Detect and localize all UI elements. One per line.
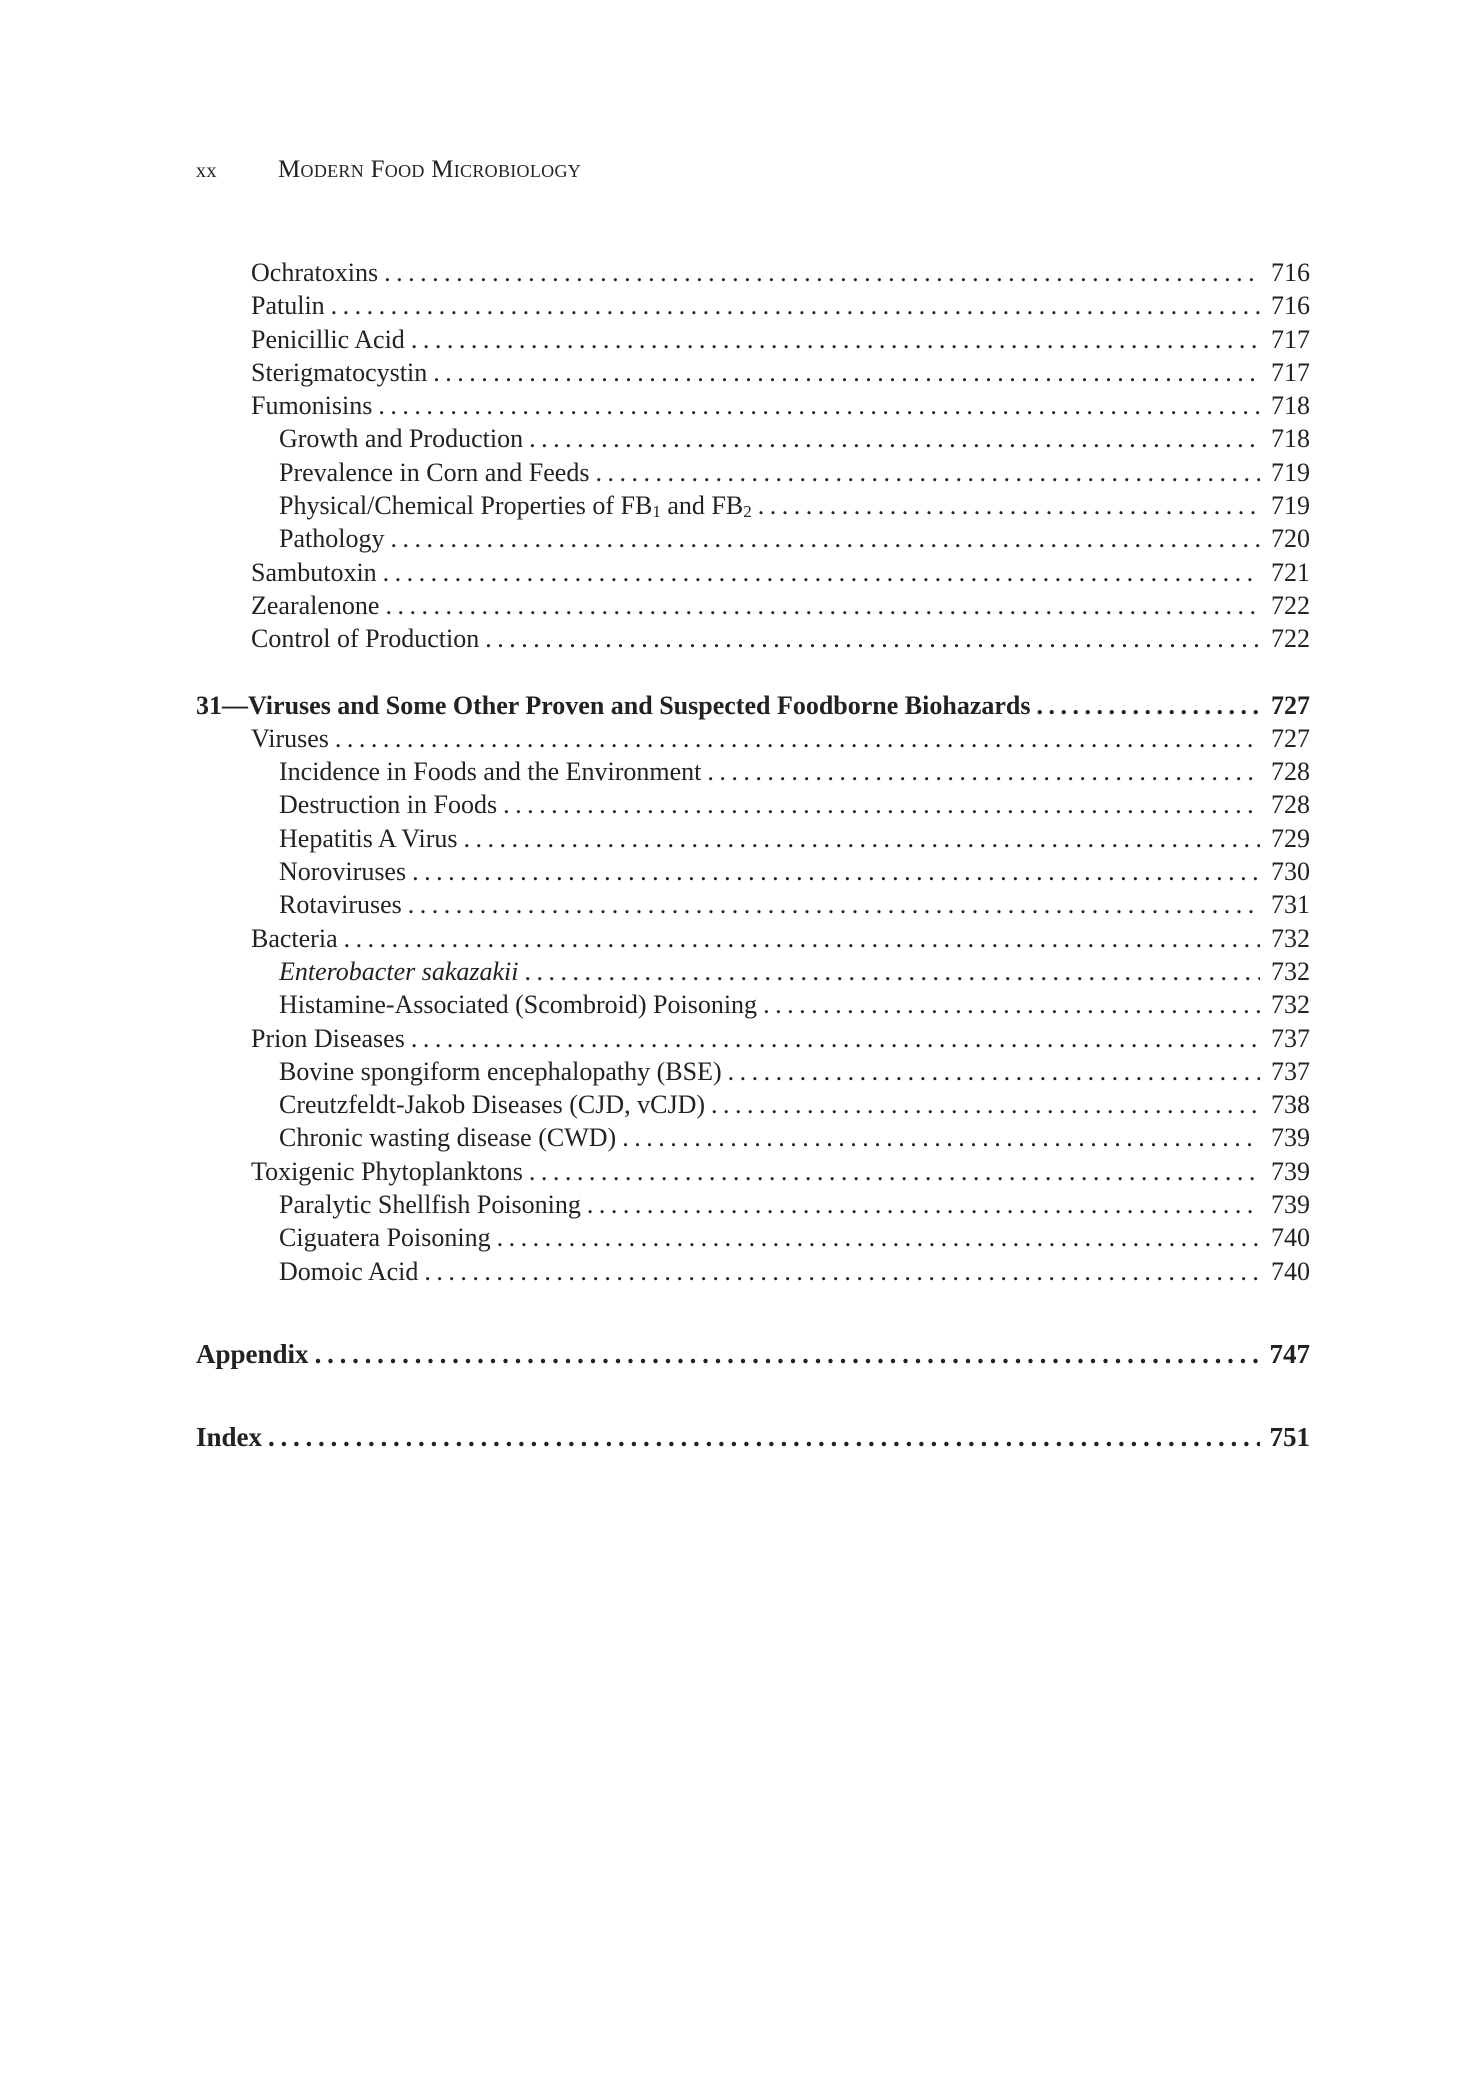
toc-entry-title: Bovine spongiform encephalopathy (BSE) bbox=[279, 1056, 722, 1086]
toc-entry-page: 737 bbox=[1271, 1023, 1310, 1053]
toc-entry-hepatitis-a-virus[interactable] bbox=[196, 822, 1310, 855]
toc-entry-control-of-production[interactable] bbox=[196, 622, 1310, 655]
toc-entry-title: Growth and Production bbox=[279, 424, 524, 454]
toc-entry-title: Noroviruses bbox=[279, 857, 407, 887]
toc-entry-noroviruses[interactable] bbox=[196, 855, 1310, 888]
toc-entry-prevalence-in-corn-and-feeds[interactable] bbox=[196, 456, 1310, 489]
toc-entry-title: Chronic wasting disease (CWD) bbox=[279, 1123, 617, 1153]
toc-chapter-31[interactable] bbox=[196, 689, 1310, 722]
toc-appendix-title: Appendix bbox=[196, 1338, 309, 1369]
toc-entry-title: Pathology bbox=[279, 524, 385, 554]
dot-leader bbox=[412, 855, 1260, 888]
toc-entry-title: Viruses bbox=[251, 723, 329, 753]
toc-entry-bse[interactable] bbox=[196, 1055, 1310, 1088]
toc-entry-page: 728 bbox=[1271, 757, 1310, 787]
dot-leader bbox=[331, 289, 1260, 322]
toc-entry-title: Toxigenic Phytoplanktons bbox=[251, 1156, 523, 1186]
toc-entry-title: Histamine-Associated (Scombroid) Poisoning bbox=[279, 990, 758, 1020]
toc-entry-page: 737 bbox=[1271, 1056, 1310, 1086]
dot-leader bbox=[1036, 689, 1260, 722]
toc-entry-page: 732 bbox=[1271, 990, 1310, 1020]
toc-chapter-page: 727 bbox=[1271, 690, 1310, 720]
toc-appendix-page: 747 bbox=[1269, 1338, 1310, 1369]
toc-entry-title: Zearalenone bbox=[251, 590, 380, 620]
toc-entry-page: 732 bbox=[1271, 956, 1310, 986]
toc-entry-patulin[interactable] bbox=[196, 289, 1310, 322]
toc-entry-title: Prion Diseases bbox=[251, 1023, 405, 1053]
toc-entry-viruses[interactable] bbox=[196, 722, 1310, 755]
toc-entry-toxigenic-phytoplanktons[interactable] bbox=[196, 1155, 1310, 1188]
subscript: 1 bbox=[652, 502, 661, 522]
toc-entry-page: 740 bbox=[1271, 1223, 1310, 1253]
dot-leader bbox=[503, 788, 1260, 821]
toc-entry-pathology[interactable] bbox=[196, 522, 1310, 555]
dot-leader bbox=[763, 988, 1260, 1021]
toc-index[interactable] bbox=[196, 1421, 1310, 1454]
dot-leader bbox=[344, 922, 1260, 955]
toc-entry-page: 738 bbox=[1271, 1090, 1310, 1120]
dot-leader bbox=[411, 323, 1260, 356]
toc-entry-rotaviruses[interactable] bbox=[196, 888, 1310, 921]
toc-entry-title: Enterobacter sakazakii bbox=[279, 956, 519, 986]
toc-entry-fumonisins[interactable] bbox=[196, 389, 1310, 422]
toc-entry-title: Prevalence in Corn and Feeds bbox=[279, 457, 590, 487]
toc-entry-bacteria[interactable] bbox=[196, 922, 1310, 955]
toc-entry-cwd[interactable] bbox=[196, 1121, 1310, 1154]
toc-entry-title: Penicillic Acid bbox=[251, 324, 405, 354]
dot-leader bbox=[383, 556, 1260, 589]
toc-entry-title: Hepatitis A Virus bbox=[279, 823, 458, 853]
toc-entry-title: Incidence in Foods and the Environment bbox=[279, 757, 702, 787]
toc-entry-page: 727 bbox=[1271, 723, 1310, 753]
dot-leader bbox=[390, 522, 1260, 555]
toc-entry-page: 717 bbox=[1271, 324, 1310, 354]
dot-leader bbox=[524, 955, 1260, 988]
subscript: 2 bbox=[743, 502, 752, 522]
toc-entry-page: 718 bbox=[1271, 424, 1310, 454]
toc-entry-sterigmatocystin[interactable] bbox=[196, 356, 1310, 389]
toc-entry-page: 728 bbox=[1271, 790, 1310, 820]
toc-entry-page: 717 bbox=[1271, 357, 1310, 387]
dot-leader bbox=[758, 489, 1260, 522]
page-folio: xx bbox=[196, 160, 217, 182]
toc-entry-title: Ciguatera Poisoning bbox=[279, 1223, 491, 1253]
dot-leader bbox=[384, 256, 1260, 289]
toc-entry-ciguatera-poisoning[interactable] bbox=[196, 1221, 1310, 1254]
toc-entry-title: Sterigmatocystin bbox=[251, 357, 428, 387]
toc-entry-page: 716 bbox=[1271, 258, 1310, 287]
toc-entry-sambutoxin[interactable] bbox=[196, 556, 1310, 589]
toc-entry-title: Rotaviruses bbox=[279, 890, 402, 920]
toc-entry-title: Patulin bbox=[251, 291, 325, 321]
toc-entry-page: 739 bbox=[1271, 1123, 1310, 1153]
toc-entry-title: Domoic Acid bbox=[279, 1256, 419, 1286]
toc-entry-title bbox=[279, 489, 752, 522]
dot-leader bbox=[464, 822, 1260, 855]
dot-leader bbox=[497, 1221, 1260, 1254]
toc-entry-zearalenone[interactable] bbox=[196, 589, 1310, 622]
toc-entry-page: 721 bbox=[1271, 557, 1310, 587]
toc-entry-page: 718 bbox=[1271, 391, 1310, 421]
dot-leader bbox=[622, 1121, 1260, 1154]
table-of-contents bbox=[196, 256, 1310, 1455]
toc-entry-title-part: Physical/Chemical Properties of FB bbox=[279, 491, 653, 521]
toc-entry-page: 730 bbox=[1271, 857, 1310, 887]
toc-index-title: Index bbox=[196, 1422, 263, 1453]
toc-entry-page: 719 bbox=[1271, 491, 1310, 521]
toc-entry-destruction-in-foods[interactable] bbox=[196, 788, 1310, 821]
dot-leader bbox=[711, 1088, 1260, 1121]
dot-leader bbox=[335, 722, 1260, 755]
toc-entry-title: Bacteria bbox=[251, 923, 338, 953]
toc-entry-page: 739 bbox=[1271, 1190, 1310, 1220]
toc-entry-paralytic-shellfish-poisoning[interactable] bbox=[196, 1188, 1310, 1221]
dot-leader bbox=[411, 1022, 1260, 1055]
toc-entry-page: 716 bbox=[1271, 291, 1310, 321]
toc-entry-page: 722 bbox=[1271, 590, 1310, 620]
dot-leader bbox=[728, 1055, 1260, 1088]
toc-entry-domoic-acid[interactable] bbox=[196, 1255, 1310, 1288]
toc-entry-page: 720 bbox=[1271, 524, 1310, 554]
toc-entry-histamine-poisoning[interactable] bbox=[196, 988, 1310, 1021]
dot-leader bbox=[707, 755, 1260, 788]
toc-entry-page: 739 bbox=[1271, 1156, 1310, 1186]
toc-entry-page: 731 bbox=[1271, 890, 1310, 920]
toc-entry-physical-chemical-properties[interactable] bbox=[196, 489, 1310, 522]
dot-leader bbox=[408, 888, 1260, 921]
dot-leader bbox=[529, 1155, 1260, 1188]
dot-leader bbox=[529, 422, 1260, 455]
toc-entry-page: 719 bbox=[1271, 457, 1310, 487]
toc-entry-page: 722 bbox=[1271, 624, 1310, 654]
dot-leader bbox=[385, 589, 1260, 622]
toc-entry-growth-and-production[interactable] bbox=[196, 422, 1310, 455]
dot-leader bbox=[424, 1255, 1260, 1288]
toc-appendix[interactable] bbox=[196, 1338, 1310, 1371]
dot-leader bbox=[378, 389, 1260, 422]
toc-entry-title: Creutzfeldt-Jakob Diseases (CJD, vCJD) bbox=[279, 1090, 706, 1120]
dot-leader bbox=[587, 1188, 1260, 1221]
toc-entry-title: Fumonisins bbox=[251, 391, 373, 421]
toc-entry-incidence-in-foods[interactable] bbox=[196, 755, 1310, 788]
toc-entry-page: 740 bbox=[1271, 1256, 1310, 1286]
toc-entry-enterobacter-sakazakii[interactable] bbox=[196, 955, 1310, 988]
book-title: Modern Food Microbiology bbox=[278, 156, 582, 183]
toc-entry-page: 732 bbox=[1271, 923, 1310, 953]
toc-chapter-title: 31—Viruses and Some Other Proven and Suspected Foodborne Biohazards bbox=[196, 690, 1031, 720]
toc-entry-penicillic-acid[interactable] bbox=[196, 323, 1310, 356]
toc-entry-ochratoxins[interactable] bbox=[196, 256, 1310, 289]
running-head bbox=[196, 154, 581, 187]
toc-entry-prion-diseases[interactable] bbox=[196, 1022, 1310, 1055]
toc-entry-title: Control of Production bbox=[251, 624, 480, 654]
toc-entry-title: Sambutoxin bbox=[251, 557, 377, 587]
toc-entry-title-part: and FB bbox=[660, 491, 744, 521]
toc-index-page: 751 bbox=[1269, 1422, 1310, 1453]
toc-entry-cjd[interactable] bbox=[196, 1088, 1310, 1121]
dot-leader bbox=[433, 356, 1260, 389]
toc-entry-title: Destruction in Foods bbox=[279, 790, 498, 820]
toc-entry-title: Ochratoxins bbox=[251, 258, 379, 287]
toc-entry-page: 729 bbox=[1271, 823, 1310, 853]
dot-leader bbox=[485, 622, 1260, 655]
dot-leader bbox=[268, 1421, 1260, 1454]
toc-entry-title: Paralytic Shellfish Poisoning bbox=[279, 1190, 581, 1220]
dot-leader bbox=[315, 1338, 1260, 1371]
dot-leader bbox=[595, 456, 1260, 489]
